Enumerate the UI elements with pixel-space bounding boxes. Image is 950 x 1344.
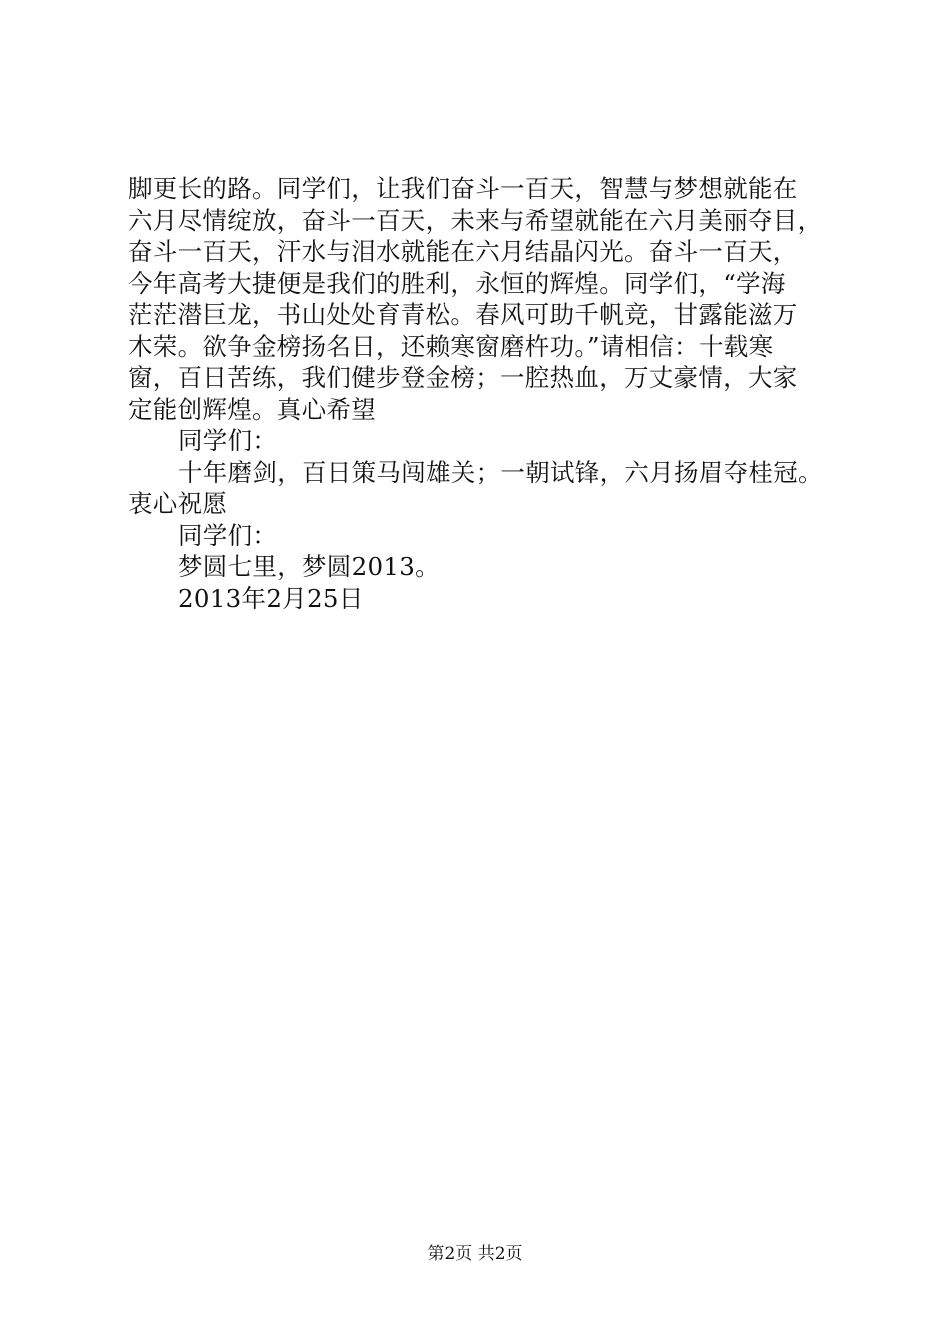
body-line-8: 定能创辉煌。真心希望 (128, 394, 376, 424)
date-line: 2013年2月25日 (178, 583, 364, 613)
body-line-6: 木荣。欲争金榜扬名日，还赖寒窗磨杵功。”请相信：十载寒 (128, 331, 774, 361)
body-line-7: 窗，百日苦练，我们健步登金榜；一腔热血，万丈豪情，大家 (128, 363, 798, 392)
body-line-11: 衷心祝愿 (128, 489, 228, 518)
body-line-1: 脚更长的路。同学们，让我们奋斗一百天，智慧与梦想就能在 (128, 174, 798, 203)
body-line-2: 六月尽情绽放，奋斗一百天，未来与希望就能在六月美丽夺目， (128, 205, 823, 235)
closing-line: 梦圆七里，梦圆2013。 (178, 552, 440, 581)
page-number-footer: 第2页 共2页 (427, 1244, 523, 1264)
body-line-4: 今年高考大捷便是我们的胜利，永恒的辉煌。同学们，“学海 (128, 268, 786, 298)
body-line-10: 十年磨剑，百日策马闯雄关；一朝试锋，六月扬眉夺桂冠。 (178, 457, 823, 487)
document-body (128, 173, 846, 614)
salutation-2: 同学们： (178, 520, 278, 550)
salutation-1: 同学们： (178, 426, 278, 455)
body-line-5: 茫茫潜巨龙，书山处处育青松。春风可助千帆竞，甘露能滋万 (128, 300, 798, 329)
body-line-3: 奋斗一百天，汗水与泪水就能在六月结晶闪光。奋斗一百天， (128, 237, 798, 266)
